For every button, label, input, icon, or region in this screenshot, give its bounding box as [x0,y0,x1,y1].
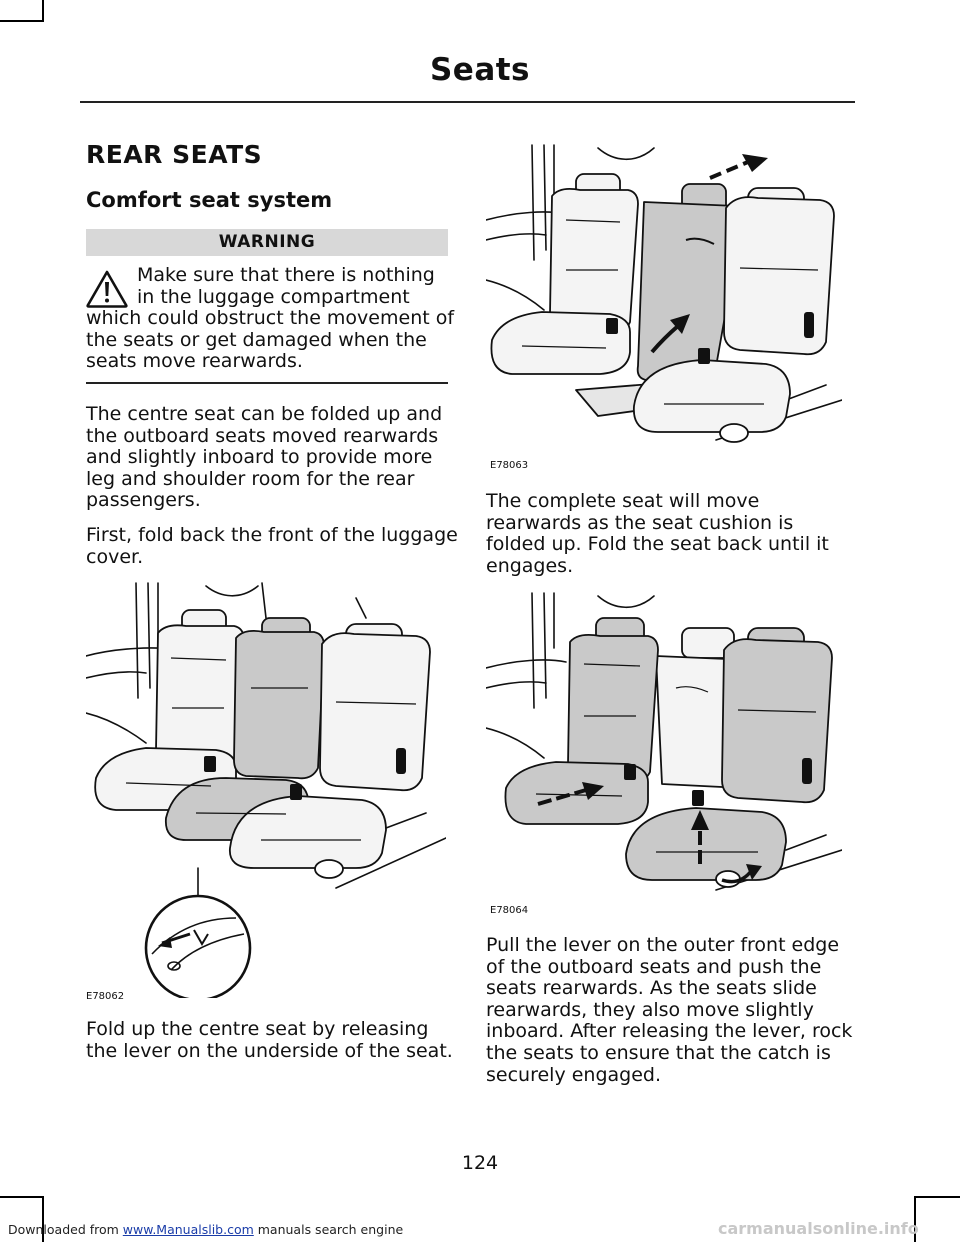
download-footer [8,1222,403,1237]
header-divider [80,101,855,103]
subsection-title: Comfort seat system [86,188,333,212]
body-paragraph: Fold up the centre seat by releasing the lever on the underside of the seat. [86,1018,453,1062]
body-paragraph: The complete seat will move rearwards as the seat cushion is folded up. Fold the seat back until it engages. [486,490,829,577]
crop-mark [0,20,44,22]
warning-label: WARNING [218,232,316,252]
body-paragraph: First, fold back the front of the luggage cover. [86,524,458,568]
warning-text-rest: which could obstruct the movement of the seats or get damaged when the seats move rearwards. [86,307,455,373]
warning-text-first: Make sure that there is nothing in the luggage compartment [137,264,435,308]
body-paragraph: The centre seat can be folded up and the outboard seats moved rearwards and slightly inboard to provide more leg and shoulder room for the rear passengers. [86,403,443,512]
crop-mark [42,0,44,22]
footer-suffix: manuals search engine [253,1222,404,1237]
crop-mark [0,1196,44,1198]
figure-code: E78064 [490,905,529,916]
crop-mark [914,1196,960,1198]
manualslib-link[interactable]: www.Manualslib.com [122,1222,254,1237]
figure-outboard-seats-slide [486,588,842,902]
figure-code: E78062 [86,991,125,1002]
footer-prefix: Downloaded from [8,1222,123,1237]
figure-seats-centre-fold [86,578,446,998]
warning-triangle-icon [86,270,128,308]
watermark: carmanualsonline.info [718,1219,919,1238]
section-title: REAR SEATS [86,140,263,169]
figure-seat-folded-up [486,140,842,455]
figure-code: E78063 [490,460,529,471]
page-number: 124 [461,1152,499,1174]
warning-divider [86,382,448,384]
page-title: Seats [429,52,531,88]
body-paragraph: Pull the lever on the outer front edge of the outboard seats and push the seats rearwards. As the seats slide rearwards, they also move slightly inboard. After releasing the lever, rock the seats to ensure that the catch is securely engaged. [486,934,853,1086]
